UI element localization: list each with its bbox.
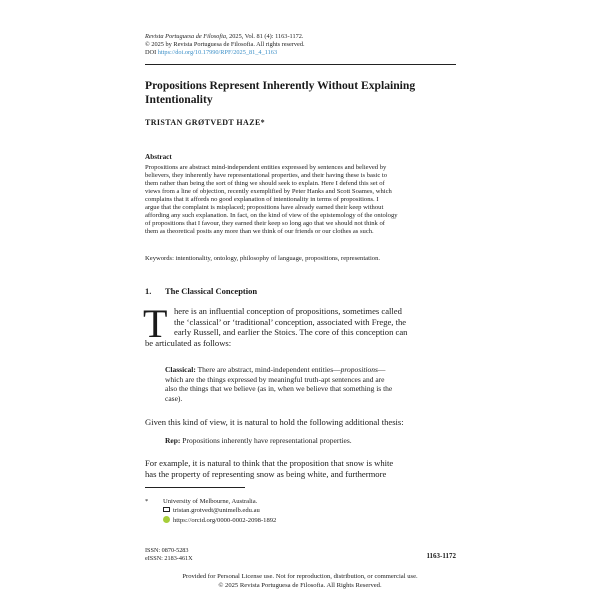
abstract-line: them rather than being the sort of thing we should seek to explain. Here I defend this set of: [145, 180, 385, 188]
copyright-line: © 2025 by Revista Portuguesa de Filosofia. All rights reserved.: [145, 41, 305, 49]
body-line: be articulated as follows:: [145, 338, 232, 348]
email-address[interactable]: tristan.grotvedt@unimelb.edu.au: [173, 507, 260, 515]
body-line: early Russell, and earlier the Stoics. The core of this conception can: [174, 327, 408, 338]
article-title: [145, 79, 445, 106]
classical-text: There are abstract, mind-independent entities—: [197, 365, 341, 374]
citation-line: [145, 33, 305, 41]
abstract-line: views from a line of objection, recently exemplified by Peter Hanks and Scott Soames, which: [145, 188, 392, 196]
rep-text: Propositions inherently have representational properties.: [182, 436, 352, 445]
journal-name: Revista Portuguesa de Filosofia: [145, 33, 226, 40]
drop-cap: T: [143, 301, 168, 346]
body-line: has the property of representing snow as being white, and furthermore: [145, 468, 387, 479]
header-rule: [145, 64, 456, 65]
orcid-row: [163, 516, 276, 525]
thesis-line: [165, 365, 455, 375]
classical-dash: —: [377, 365, 386, 374]
rep-thesis: [165, 436, 352, 446]
body-line: Given this kind of view, it is natural to hold the following additional thesis:: [145, 417, 404, 427]
citation-details: , 2025, Vol. 81 (4): 1163-1172.: [225, 33, 304, 40]
page-range: 1163-1172: [426, 552, 456, 560]
classical-label: Classical:: [165, 365, 196, 374]
license-line: © 2025 Revista Portuguesa de Filosofia. All Rights Reserved.: [218, 581, 382, 589]
doi-label: DOI: [145, 49, 157, 57]
section-heading: [145, 286, 257, 296]
abstract-line: them as theoretical posits any more than we think of our friends or our clothes as such.: [145, 228, 374, 236]
author-name: TRISTAN GRØTVEDT HAZE*: [145, 118, 266, 127]
example-paragraph: [145, 458, 393, 479]
doi-line: [145, 49, 305, 57]
abstract-body: [145, 164, 456, 236]
title-line: Propositions Represent Inherently Without Explaining: [145, 79, 416, 92]
doi-link[interactable]: https://doi.org/10.17990/RPF/2025_81_4_1163: [157, 49, 278, 57]
classical-italic: propositions: [340, 365, 378, 374]
journal-header: [145, 33, 305, 58]
thesis-line: case).: [165, 393, 183, 403]
body-line: For example, it is natural to think that the proposition that snow is white: [145, 458, 394, 468]
footnote-rule: [145, 487, 245, 488]
body-line: here is an influential conception of propositions, sometimes called: [174, 306, 402, 316]
license-line: Provided for Personal License use. Not for reproduction, distribution, or commercial use.: [182, 573, 418, 580]
issn-print: ISSN: 0870-5283: [145, 547, 189, 554]
email-row: [163, 506, 260, 515]
thesis-line: which are the things expressed by meaningful truth-apt sentences and are: [165, 374, 385, 384]
abstract-line: argue that the complaint is misplaced; propositions have already earned their keep without: [145, 204, 384, 212]
abstract-line: of propositions that I favour, they earned their keep so long ago that we should not think of: [145, 220, 385, 228]
orcid-link[interactable]: https://orcid.org/0000-0002-2098-1892: [173, 516, 277, 524]
thesis-line: also the things that we believe (as in, when we believe that something is the: [165, 384, 393, 394]
license-footer: [0, 573, 600, 590]
affiliation: University of Melbourne, Australia.: [163, 498, 258, 505]
issn-block: [145, 547, 193, 562]
issn-electronic: eISSN: 2183-461X: [145, 554, 193, 562]
orcid-icon: [163, 516, 170, 523]
section-number: 1.: [145, 286, 152, 296]
intro-paragraph: [174, 306, 407, 338]
abstract-line: affording any such explanation. In fact, on the kind of view of the epistemology of the ontology: [145, 212, 398, 220]
title-line: Intentionality: [145, 92, 213, 106]
envelope-icon: [163, 507, 170, 512]
abstract-line: Propositions are abstract mind-independent entities expressed by sentences and believed by: [145, 164, 387, 171]
body-line: the ‘classical’ or ‘traditional’ conception, associated with Frege, the: [174, 316, 407, 327]
rep-label: Rep:: [165, 436, 181, 445]
keywords: Keywords: intentionality, ontology, philosophy of language, propositions, representation.: [145, 255, 381, 262]
footnote-marker: *: [145, 498, 149, 505]
abstract-line: believers, they inherently have representational properties, and their having these is basic to: [145, 172, 388, 180]
abstract-line: complains that it affords no good explanation of intentionality in terms of propositions. I: [145, 196, 379, 204]
classical-thesis: [165, 365, 455, 403]
section-title: The Classical Conception: [165, 286, 258, 296]
abstract-heading: Abstract: [145, 153, 172, 161]
